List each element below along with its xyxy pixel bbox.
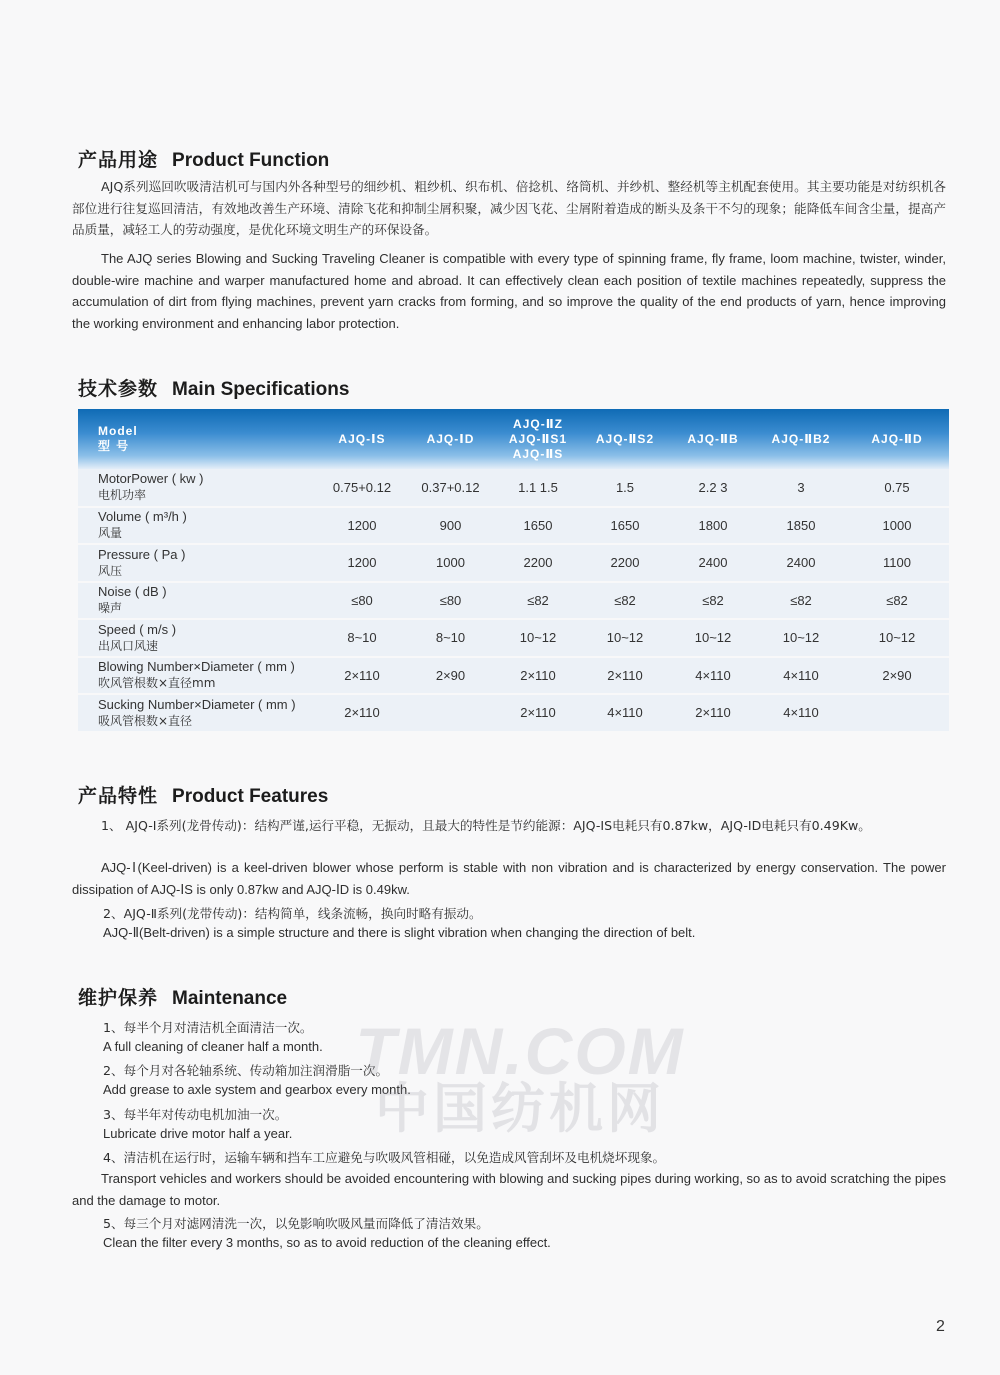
function-paragraph-cn: AJQ系列巡回吹吸清洁机可与国内外各种型号的细纱机、粗纱机、织布机、倍捻机、络筒机、并纱机、整经机等主机配套使用。其主要功能是对纺织机各部位进行往复巡回清洁，有效地改善生产环境、清除飞花和抑制尘屑积聚，减少因飞花、尘屑附着造成的断头及条干不匀的现象；能降低车间含尘量，提高产品质量，减轻工人的劳动强度，是优化环境文明生产的环保设备。: [72, 179, 946, 238]
model-name: AJQ-ⅡB: [687, 431, 739, 446]
section-title-maintenance: [78, 983, 287, 1010]
header-model-cn: 型 号: [98, 439, 130, 453]
model-name: AJQ-ⅠS: [338, 431, 386, 446]
maintenance-4-cn: 4、清洁机在运行时，运输车辆和挡车工应避免与吹吸风管相碰，以免造成风管刮坏及电机烧坏现象。: [103, 1150, 666, 1165]
spec-value: 900: [406, 507, 495, 545]
section-title-en: Product Features: [172, 786, 329, 807]
spec-value: 10~12: [669, 619, 757, 657]
spec-parameter: [78, 657, 318, 695]
spec-value: ≤82: [669, 582, 757, 620]
spec-value: 1650: [581, 507, 669, 545]
model-header: [845, 409, 949, 469]
feature-2-cn: 2、AJQ-Ⅱ系列(龙带传动)：结构简单，线条流畅，换向时略有振动。: [103, 906, 482, 921]
parameter-name-en: Sucking Number×Diameter ( mm ): [98, 696, 296, 712]
spec-row: [78, 544, 949, 582]
spec-value: ≤82: [495, 582, 581, 620]
spec-value: 4×110: [757, 657, 845, 695]
model-header: [406, 409, 495, 469]
spec-value: 2400: [669, 544, 757, 582]
spec-value: 2×110: [495, 694, 581, 732]
model-header: [318, 409, 406, 469]
spec-value: 4×110: [757, 694, 845, 732]
spec-value: 10~12: [581, 619, 669, 657]
spec-value: ≤80: [318, 582, 406, 620]
spec-value: 4×110: [581, 694, 669, 732]
watermark-en: TMN.COM: [355, 1014, 685, 1088]
spec-value: 2400: [757, 544, 845, 582]
spec-value: [406, 694, 495, 732]
model-name: AJQ-ⅡD: [871, 431, 923, 446]
maintenance-3-cn: 3、每半年对传动电机加油一次。: [103, 1107, 288, 1122]
feature-1-cn: 1、 AJQ-Ⅰ系列(龙骨传动)：结构严谨,运行平稳，无振动，且最大的特性是节约能源：AJQ-ⅠS电耗只有0.87kw，AJQ-ⅠD电耗只有0.49Kw。: [101, 818, 871, 833]
spec-value: 8~10: [406, 619, 495, 657]
model-header: [581, 409, 669, 469]
spec-table-container: [78, 409, 949, 733]
spec-row: [78, 582, 949, 620]
model-name: AJQ-ⅡB2: [771, 431, 831, 446]
maintenance-4-en: Transport vehicles and workers should be avoided encountering with blowing and sucking pipes during working, so as to avoid scratching the pipes and the damage to motor.: [72, 1171, 947, 1208]
spec-value: 10~12: [495, 619, 581, 657]
spec-value: 1850: [757, 507, 845, 545]
spec-value: [845, 694, 949, 732]
spec-parameter: [78, 469, 318, 507]
function-paragraph-en: The AJQ series Blowing and Sucking Traveling Cleaner is compatible with every type of spinning frame, fly frame, loom machine, twister, winder, double-wire machine and warper manufactured home and abroad. It can effectively clean each position of textile machines repeatedly, suppress the accumulation of dirt from flying machines, prevent yarn cracks from forming, and so improve the quality of the end products of yarn, hence improving the working environment and enhancing labor protection.: [72, 251, 946, 332]
parameter-name-en: MotorPower ( kw ): [98, 471, 204, 487]
parameter-name-cn: 风量: [98, 526, 123, 541]
maintenance-3-en: Lubricate drive motor half a year.: [103, 1126, 293, 1141]
spec-value: 0.37+0.12: [406, 469, 495, 507]
spec-value: 1100: [845, 544, 949, 582]
spec-row: [78, 507, 949, 545]
model-name: AJQ-ⅡZ: [513, 416, 563, 431]
model-header: [669, 409, 757, 469]
parameter-name-cn: 吹风管根数×直径mm: [98, 676, 216, 691]
section-title-cn: 技术参数: [78, 378, 159, 400]
spec-value: 1200: [318, 507, 406, 545]
spec-value: 2×110: [318, 694, 406, 732]
model-name: AJQ-ⅡS1: [508, 431, 568, 446]
model-name: AJQ-ⅡS2: [595, 431, 655, 446]
spec-table-body: [78, 469, 949, 732]
section-title-product-features: [78, 781, 328, 808]
spec-value: 2200: [581, 544, 669, 582]
spec-value: 4×110: [669, 657, 757, 695]
spec-value: 2×110: [669, 694, 757, 732]
spec-parameter: [78, 619, 318, 657]
model-header: [757, 409, 845, 469]
spec-header-row: [78, 409, 949, 469]
page-number: 2: [936, 1318, 945, 1335]
spec-value: 2×110: [318, 657, 406, 695]
spec-parameter: [78, 507, 318, 545]
model-header: [495, 409, 581, 469]
maintenance-1-en: A full cleaning of cleaner half a month.: [103, 1039, 323, 1054]
spec-value: 10~12: [757, 619, 845, 657]
spec-value: 1.1 1.5: [495, 469, 581, 507]
spec-row: [78, 619, 949, 657]
watermark-cn: 中国纺机网: [375, 1077, 665, 1140]
parameter-name-cn: 风压: [98, 563, 123, 578]
spec-value: 10~12: [845, 619, 949, 657]
spec-value: ≤82: [845, 582, 949, 620]
maintenance-1-cn: 1、每半个月对清洁机全面清洁一次。: [103, 1020, 313, 1035]
spec-value: 8~10: [318, 619, 406, 657]
spec-row: [78, 694, 949, 732]
spec-value: 2200: [495, 544, 581, 582]
section-title-en: Main Specifications: [172, 379, 350, 400]
spec-value: 3: [757, 469, 845, 507]
section-title-cn: 产品特性: [78, 785, 159, 807]
section-title-cn: 产品用途: [78, 149, 159, 171]
spec-value: 0.75: [845, 469, 949, 507]
spec-value: 2×90: [845, 657, 949, 695]
maintenance-5-cn: 5、每三个月对滤网清洗一次，以免影响吹吸风量而降低了清洁效果。: [103, 1216, 489, 1231]
spec-value: 1800: [669, 507, 757, 545]
spec-value: ≤82: [581, 582, 669, 620]
parameter-name-en: Pressure ( Pa ): [98, 546, 186, 562]
parameter-name-cn: 出风口风速: [98, 638, 159, 653]
header-model-en: Model: [98, 424, 138, 438]
maintenance-5-en: Clean the filter every 3 months, so as to avoid reduction of the cleaning effect.: [103, 1235, 551, 1250]
model-name: AJQ-ⅡS: [512, 446, 564, 461]
parameter-name-en: Noise ( dB ): [98, 584, 167, 600]
spec-row: [78, 469, 949, 507]
model-name: AJQ-ⅠD: [426, 431, 475, 446]
spec-value: 0.75+0.12: [318, 469, 406, 507]
spec-value: 1650: [495, 507, 581, 545]
spec-value: ≤82: [757, 582, 845, 620]
spec-value: 1000: [845, 507, 949, 545]
parameter-name-en: Volume ( m³/h ): [98, 509, 187, 525]
spec-parameter: [78, 694, 318, 732]
spec-value: ≤80: [406, 582, 495, 620]
feature-2-en: AJQ-Ⅱ(Belt-driven) is a simple structure and there is slight vibration when changing the direction of belt.: [103, 925, 696, 940]
parameter-name-en: Speed ( m/s ): [98, 621, 177, 637]
parameter-name-cn: 电机功率: [98, 488, 147, 503]
spec-value: 1000: [406, 544, 495, 582]
spec-value: 2×90: [406, 657, 495, 695]
parameter-name-cn: 噪声: [98, 601, 123, 616]
parameter-name-en: Blowing Number×Diameter ( mm ): [98, 659, 295, 675]
feature-1-en: AJQ-Ⅰ(Keel-driven) is a keel-driven blower whose perform is stable with non vibration and is characterized by energy conservation. The power dissipation of AJQ-ⅠS is only 0.87kw and AJQ-ⅠD is 0.49kw.: [72, 860, 946, 897]
parameter-name-cn: 吸风管根数×直径: [98, 713, 193, 728]
section-title-product-function: [78, 145, 329, 172]
spec-table: [78, 409, 949, 733]
header-model-label: [78, 409, 318, 469]
maintenance-2-en: Add grease to axle system and gearbox every month.: [103, 1082, 411, 1097]
spec-value: 2×110: [495, 657, 581, 695]
section-title-cn: 维护保养: [78, 987, 159, 1009]
spec-value: 1.5: [581, 469, 669, 507]
spec-parameter: [78, 582, 318, 620]
spec-parameter: [78, 544, 318, 582]
spec-value: 2.2 3: [669, 469, 757, 507]
section-title-main-specifications: [78, 374, 349, 401]
spec-value: 2×110: [581, 657, 669, 695]
maintenance-2-cn: 2、每个月对各轮轴系统、传动箱加注润滑脂一次。: [103, 1063, 389, 1078]
section-title-en: Product Function: [172, 150, 330, 171]
section-title-en: Maintenance: [172, 988, 288, 1009]
spec-row: [78, 657, 949, 695]
spec-value: 1200: [318, 544, 406, 582]
